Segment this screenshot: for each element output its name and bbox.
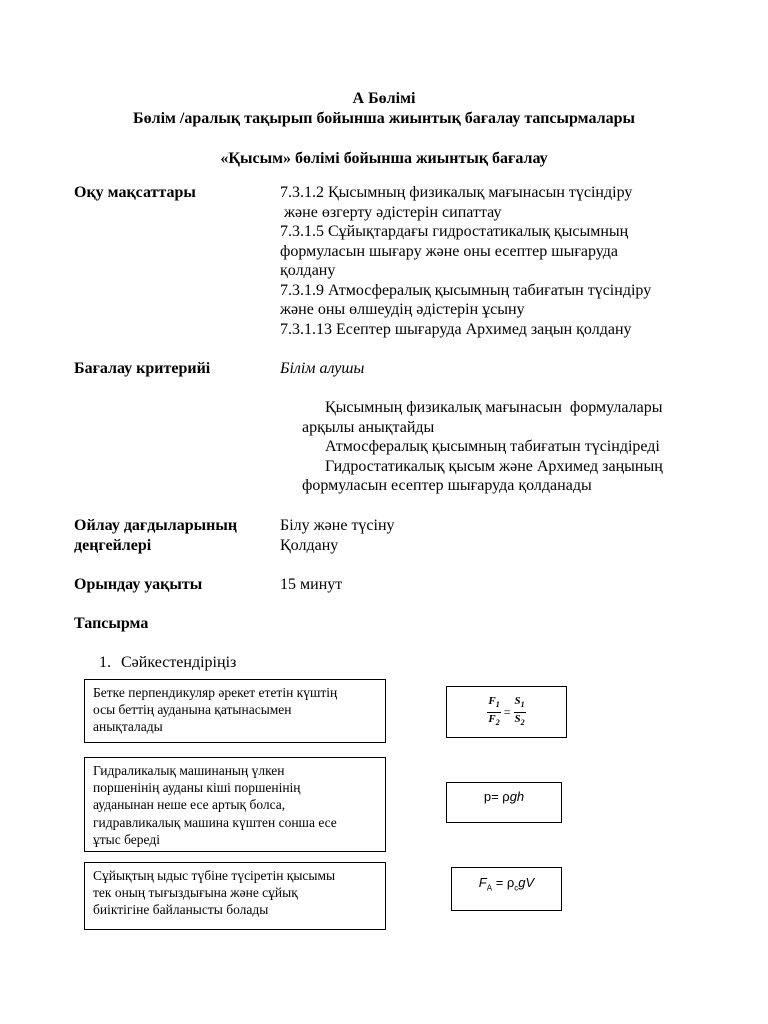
- formula-f1: F: [488, 695, 496, 708]
- objective-line: және өзгерту әдістерін сипаттау: [280, 203, 502, 221]
- statement-line: гидравликалық машина күштен сонша есе: [93, 814, 337, 830]
- formula-archimedes-a-sub: A: [486, 883, 493, 893]
- task-label: Тапсырма: [74, 615, 149, 632]
- criteria-line: арқылы анықтайды: [302, 418, 435, 436]
- criteria-line: Гидростатикалық қысым және Архимед заңының: [325, 457, 663, 475]
- page-subtitle: Бөлім /аралық тақырып бойынша жиынтық бағалау тапсырмалары: [133, 110, 635, 127]
- criteria-line: формуласын есептер шығаруда қолданады: [302, 477, 592, 494]
- statement-line: анықталады: [93, 719, 163, 735]
- criteria-line: Қысымның физикалық мағынасын формулалары: [325, 399, 663, 416]
- formula-box-archimedes: [451, 867, 562, 911]
- statement-line: ауданынан неше есе артық болса,: [93, 797, 286, 813]
- formula-s1: S: [514, 695, 521, 708]
- thinking-value: Білу және түсіну: [280, 517, 395, 534]
- objective-line: формуласын шығару және оны есептер шығаруда: [280, 242, 619, 260]
- formula-f2-sub: 2: [495, 717, 500, 727]
- objective-line: 7.3.1.2 Қысымның физикалық мағынасын түсіндіру: [280, 184, 633, 201]
- thinking-values: [280, 516, 395, 555]
- thinking-label-line: деңгейлері: [74, 536, 152, 554]
- formula-pressure-prefix: p= ρ: [483, 789, 510, 804]
- formula-archimedes-f: F: [478, 875, 487, 890]
- formula-box-hydraulic: [446, 686, 567, 738]
- statement-line: поршенінің ауданы кіші поршенінің: [93, 780, 301, 796]
- objectives-list: [280, 183, 651, 339]
- criteria-label: Бағалау критерийі: [74, 360, 211, 377]
- time-value: 15 минут: [280, 576, 343, 593]
- statement-line: Сұйықтың ыдыс түбіне түсіретін қысымы: [93, 868, 336, 883]
- formula-s2: S: [514, 712, 521, 725]
- thinking-label-line: Ойлау дағдыларының: [74, 517, 238, 534]
- time-label: Орындау уақыты: [74, 576, 203, 593]
- thinking-label: [74, 516, 237, 555]
- objective-line: қолдану: [280, 262, 336, 279]
- formula-equals: =: [503, 704, 511, 719]
- statement-line: ұтыс береді: [93, 831, 160, 847]
- task-item: [99, 653, 236, 673]
- criteria-line: Атмосфералық қысымның табиғатын түсіндіреді: [325, 438, 660, 455]
- task-item-text: Сәйкестендіріңіз: [121, 654, 237, 671]
- topic-title: «Қысым» бөлімі бойынша жиынтық бағалау: [220, 150, 548, 167]
- fraction-force: [487, 695, 500, 728]
- formula-archimedes-eq: = ρ: [492, 875, 515, 890]
- objective-line: 7.3.1.9 Атмосфералық қысымның табиғатын түсіндіру: [280, 281, 652, 299]
- objective-line: 7.3.1.5 Сұйықтардағы гидростатикалық қысымның: [280, 223, 629, 240]
- matching-statement-2: [84, 757, 386, 852]
- criteria-list: [302, 398, 663, 496]
- formula-box-pressure: [446, 782, 562, 823]
- formula-archimedes-c-sub: c: [514, 883, 519, 893]
- formula-archimedes-vars: gV: [518, 875, 535, 890]
- formula-f1-sub: 1: [495, 700, 500, 710]
- section-title: А Бөлімі: [352, 90, 416, 107]
- task-item-number: 1.: [99, 654, 111, 671]
- statement-line: биіктігіне байланысты болады: [93, 902, 269, 918]
- formula-s2-sub: 2: [520, 717, 525, 727]
- statement-line: Бетке перпендикуляр әрекет ететін күштің: [93, 685, 338, 700]
- thinking-value: Қолдану: [280, 536, 339, 554]
- formula-f2: F: [488, 712, 496, 725]
- objectives-label: Оқу мақсаттары: [74, 184, 196, 201]
- statement-line: тек оның тығыздығына және сұйық: [93, 885, 298, 901]
- criteria-learner: Білім алушы: [280, 360, 365, 377]
- formula-s1-sub: 1: [520, 700, 525, 710]
- statement-line: осы беттің ауданына қатынасымен: [93, 702, 292, 718]
- formula-pressure-vars: gh: [509, 789, 525, 804]
- objective-line: 7.3.1.13 Есептер шығаруда Архимед заңын қолдану: [280, 320, 632, 338]
- matching-statement-1: [84, 679, 386, 743]
- statement-line: Гидраликалық машинаның үлкен: [93, 763, 285, 778]
- fraction-area: [514, 695, 526, 728]
- matching-statement-3: [84, 862, 386, 930]
- objective-line: және оны өлшеудің әдістерін ұсыну: [280, 301, 525, 318]
